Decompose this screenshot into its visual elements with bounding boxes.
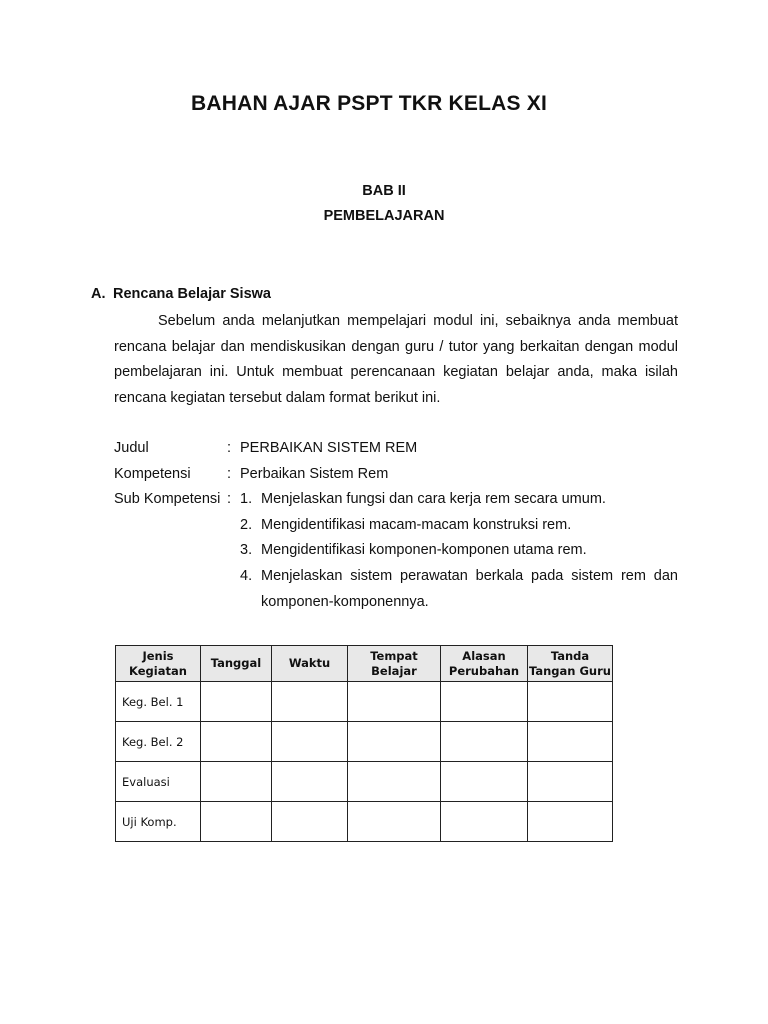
table-cell xyxy=(348,762,441,802)
judul-value: PERBAIKAN SISTEM REM xyxy=(240,440,418,456)
table-cell xyxy=(272,762,348,802)
table-row xyxy=(116,762,613,802)
header-line: Belajar xyxy=(371,663,417,678)
table-cell xyxy=(201,682,272,722)
table-cell xyxy=(201,802,272,842)
row-label: Evaluasi xyxy=(116,762,201,802)
table-cell xyxy=(348,802,441,842)
chapter-number: BAB II xyxy=(362,183,406,199)
table-row xyxy=(116,682,613,722)
table-cell xyxy=(441,722,528,762)
row-label: Uji Komp. xyxy=(116,802,201,842)
study-plan-table xyxy=(115,645,613,842)
list-item-text: Mengidentifikasi komponen-komponen utama rem. xyxy=(261,542,587,559)
list-item-number: 1. xyxy=(240,491,253,507)
table-cell xyxy=(272,722,348,762)
list-item xyxy=(240,564,678,615)
table-cell xyxy=(348,722,441,762)
table-cell xyxy=(441,762,528,802)
table-cell xyxy=(348,682,441,722)
intro-paragraph: Sebelum anda melanjutkan mempelajari modul ini, sebaiknya anda membuat rencana belajar dan mendiskusikan dengan guru / tutor yang berkaitan dengan modul pembelajaran ini. Untuk membuat perencanaan kegiatan belajar anda, maka isilah rencana kegiatan tersebut dalam format berikut ini. xyxy=(114,313,678,407)
list-item-number: 2. xyxy=(240,516,253,533)
table-row xyxy=(116,802,613,842)
table-row xyxy=(116,722,613,762)
list-item-text: Menjelaskan sistem perawatan berkala pada sistem rem dan komponen-komponennya. xyxy=(261,568,678,610)
judul-label: Judul xyxy=(114,440,149,456)
table-cell xyxy=(201,762,272,802)
list-item-number: 4. xyxy=(240,568,253,585)
section-heading-text: Rencana Belajar Siswa xyxy=(113,286,271,302)
chapter-title: PEMBELAJARAN xyxy=(323,208,445,224)
kompetensi-label: Kompetensi xyxy=(114,466,191,482)
list-item-number: 3. xyxy=(240,542,253,559)
list-item-text: Menjelaskan fungsi dan cara kerja rem secara umum. xyxy=(261,491,606,507)
document-title: BAHAN AJAR PSPT TKR KELAS XI xyxy=(190,92,548,115)
header-line: Tempat xyxy=(370,648,418,663)
sub-kompetensi-colon: : xyxy=(227,491,232,507)
header-waktu xyxy=(272,646,348,682)
header-line: Alasan xyxy=(462,648,506,663)
header-line: Waktu xyxy=(288,656,331,670)
table-cell xyxy=(528,762,613,802)
sub-kompetensi-list xyxy=(240,487,678,616)
header-tanggal xyxy=(201,646,272,682)
list-item xyxy=(240,513,678,539)
row-label: Keg. Bel. 1 xyxy=(116,682,201,722)
table-cell xyxy=(528,802,613,842)
header-line: Perubahan xyxy=(448,663,520,678)
table-cell xyxy=(272,682,348,722)
table-cell xyxy=(441,802,528,842)
table-header-row xyxy=(116,646,613,682)
list-item xyxy=(240,487,678,513)
header-tanda-tangan-guru xyxy=(528,646,613,682)
section-heading xyxy=(91,286,271,302)
header-tempat-belajar xyxy=(348,646,441,682)
table-cell xyxy=(201,722,272,762)
table-cell xyxy=(272,802,348,842)
header-line: Kegiatan xyxy=(129,663,187,678)
list-item-text: Mengidentifikasi macam-macam konstruksi rem. xyxy=(261,516,572,533)
table-cell xyxy=(528,722,613,762)
header-line: Tanggal xyxy=(210,656,262,670)
table-cell xyxy=(441,682,528,722)
header-line: Tangan Guru xyxy=(529,663,611,678)
header-line: Jenis xyxy=(142,648,174,663)
judul-colon: : xyxy=(227,440,232,456)
section-letter: A. xyxy=(91,286,106,302)
sub-kompetensi-label: Sub Kompetensi xyxy=(114,491,221,507)
header-line: Tanda xyxy=(550,648,590,663)
kompetensi-colon: : xyxy=(227,466,232,482)
row-label: Keg. Bel. 2 xyxy=(116,722,201,762)
list-item xyxy=(240,538,678,564)
header-jenis-kegiatan xyxy=(116,646,201,682)
table-cell xyxy=(528,682,613,722)
header-alasan-perubahan xyxy=(441,646,528,682)
kompetensi-value: Perbaikan Sistem Rem xyxy=(240,466,389,482)
